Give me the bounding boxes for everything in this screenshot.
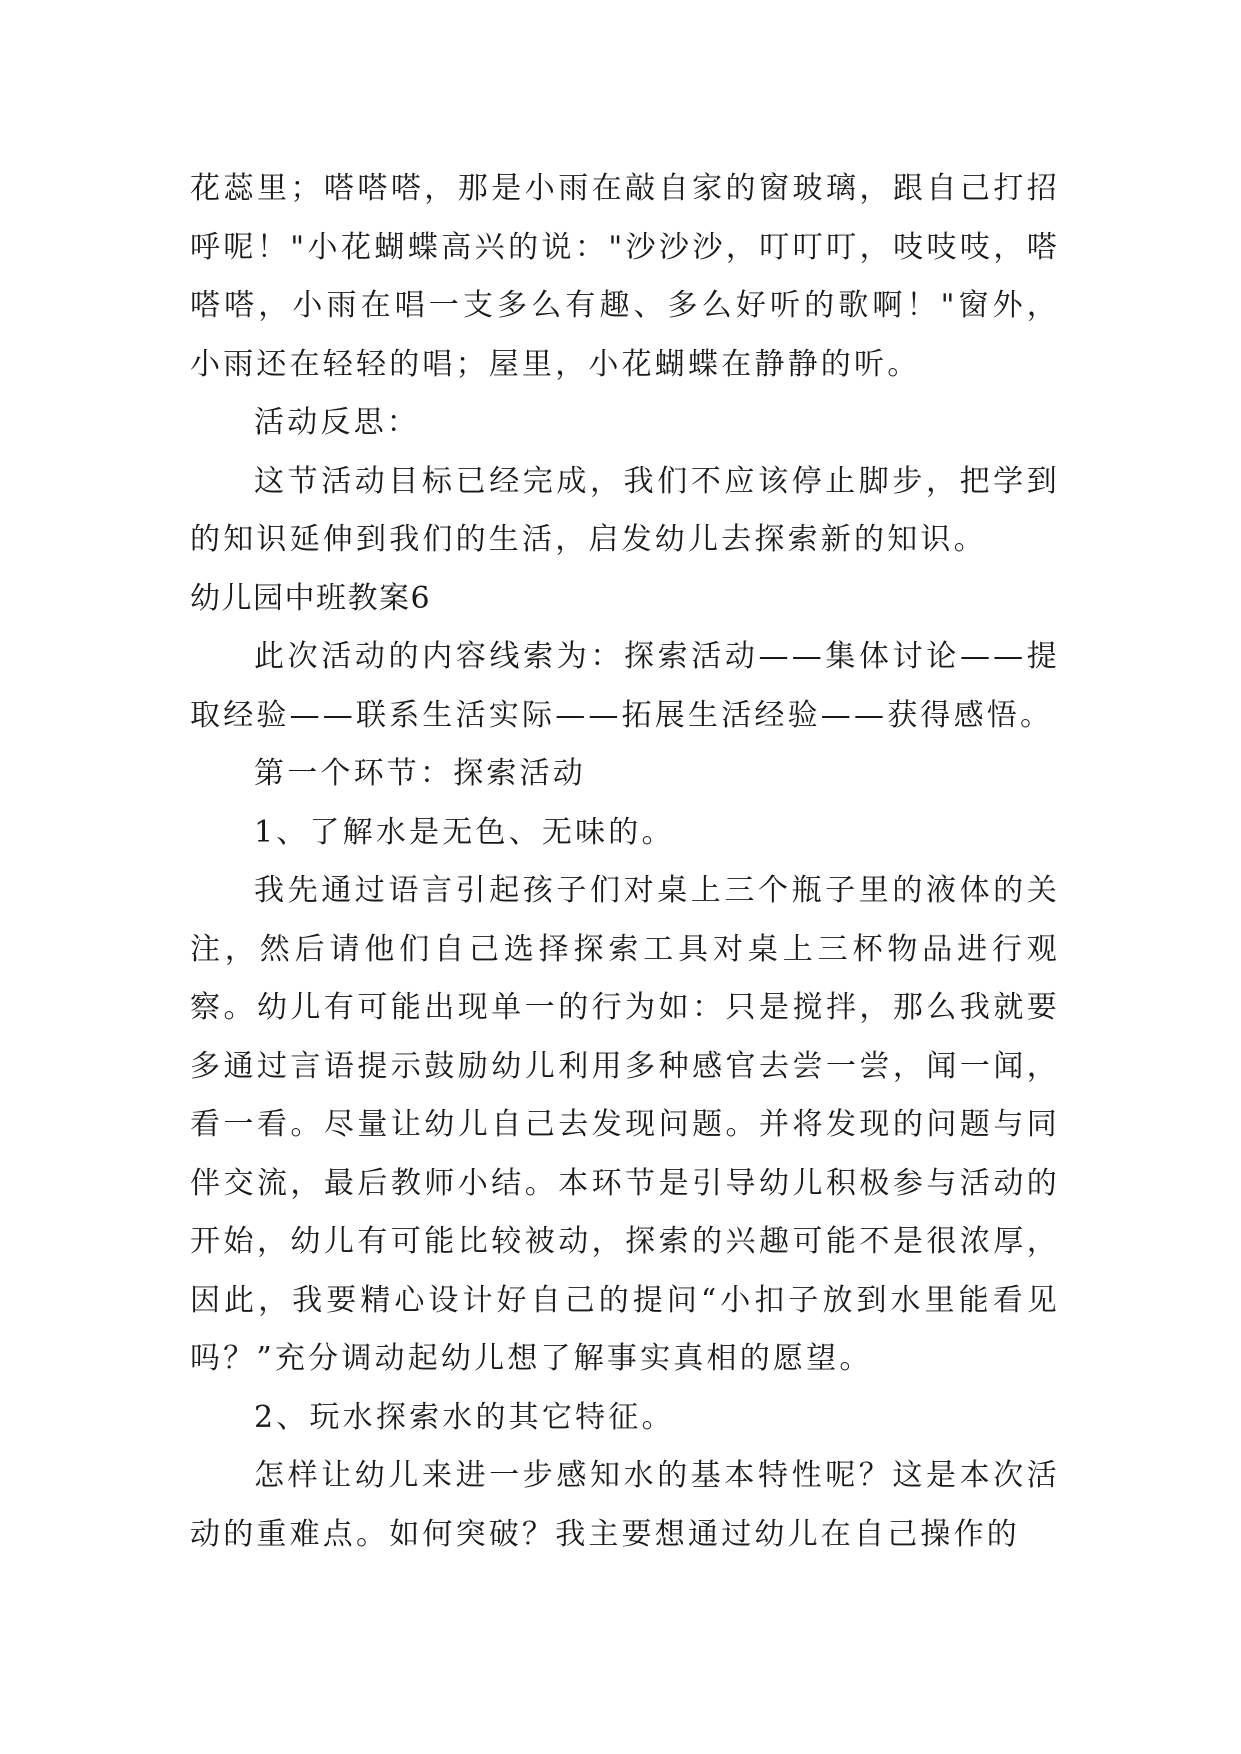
paragraph-item-two: 2、玩水探索水的其它特征。 <box>254 1399 675 1435</box>
paragraph-step-one-title: 第一个环节：探索活动 <box>254 756 586 791</box>
paragraph-reflection-text: 这节活动目标已经完成，我们不应该停止脚步，把学到的知识延伸到我们的生活，启发幼儿去探索新的知识。 <box>190 463 1060 557</box>
paragraph-item-one-detail: 我先通过语言引起孩子们对桌上三个瓶子里的液体的关注，然后请他们自己选择探索工具对桌上三杯物品进行观察。幼儿有可能出现单一的行为如：只是搅拌，那么我就要多通过言语提示鼓励幼儿利用多种感官去尝一尝，闻一闻，看一看。尽量让幼儿自己去发现问题。并将发现的问题与同伴交流，最后教师小结。本环节是引导幼儿积极参与活动的开始，幼儿有可能比较被动，探索的兴趣可能不是很浓厚，因此，我要精心设计好自己的提问“小扣子放到水里能看见吗？”充分调动起幼儿想了解事实真相的愿望。 <box>190 873 1060 1376</box>
paragraph-story-ending: 花蕊里；嗒嗒嗒，那是小雨在敲自家的窗玻璃，跟自己打招呼呢！"小花蝴蝶高兴的说："沙沙沙，叮叮叮，吱吱吱，嗒嗒嗒，小雨在唱一支多么有趣、多么好听的歌啊！"窗外，小雨还在轻轻的唱；屋里，小花蝴蝶在静静的听。 <box>190 171 1060 382</box>
paragraph-reflection-label: 活动反思： <box>254 405 420 440</box>
paragraph-item-one: 1、了解水是无色、无味的。 <box>254 814 675 850</box>
document-body <box>190 160 1060 1564</box>
paragraph-item-two-detail: 怎样让幼儿来进一步感知水的基本特性呢？这是本次活动的重难点。如何突破？我主要想通过幼儿在自己操作的 <box>190 1458 1060 1552</box>
section-title: 幼儿园中班教案6 <box>190 580 432 616</box>
paragraph-content-clues: 此次活动的内容线索为：探索活动——集体讨论——提取经验——联系生活实际——拓展生活经验——获得感悟。 <box>190 639 1060 733</box>
